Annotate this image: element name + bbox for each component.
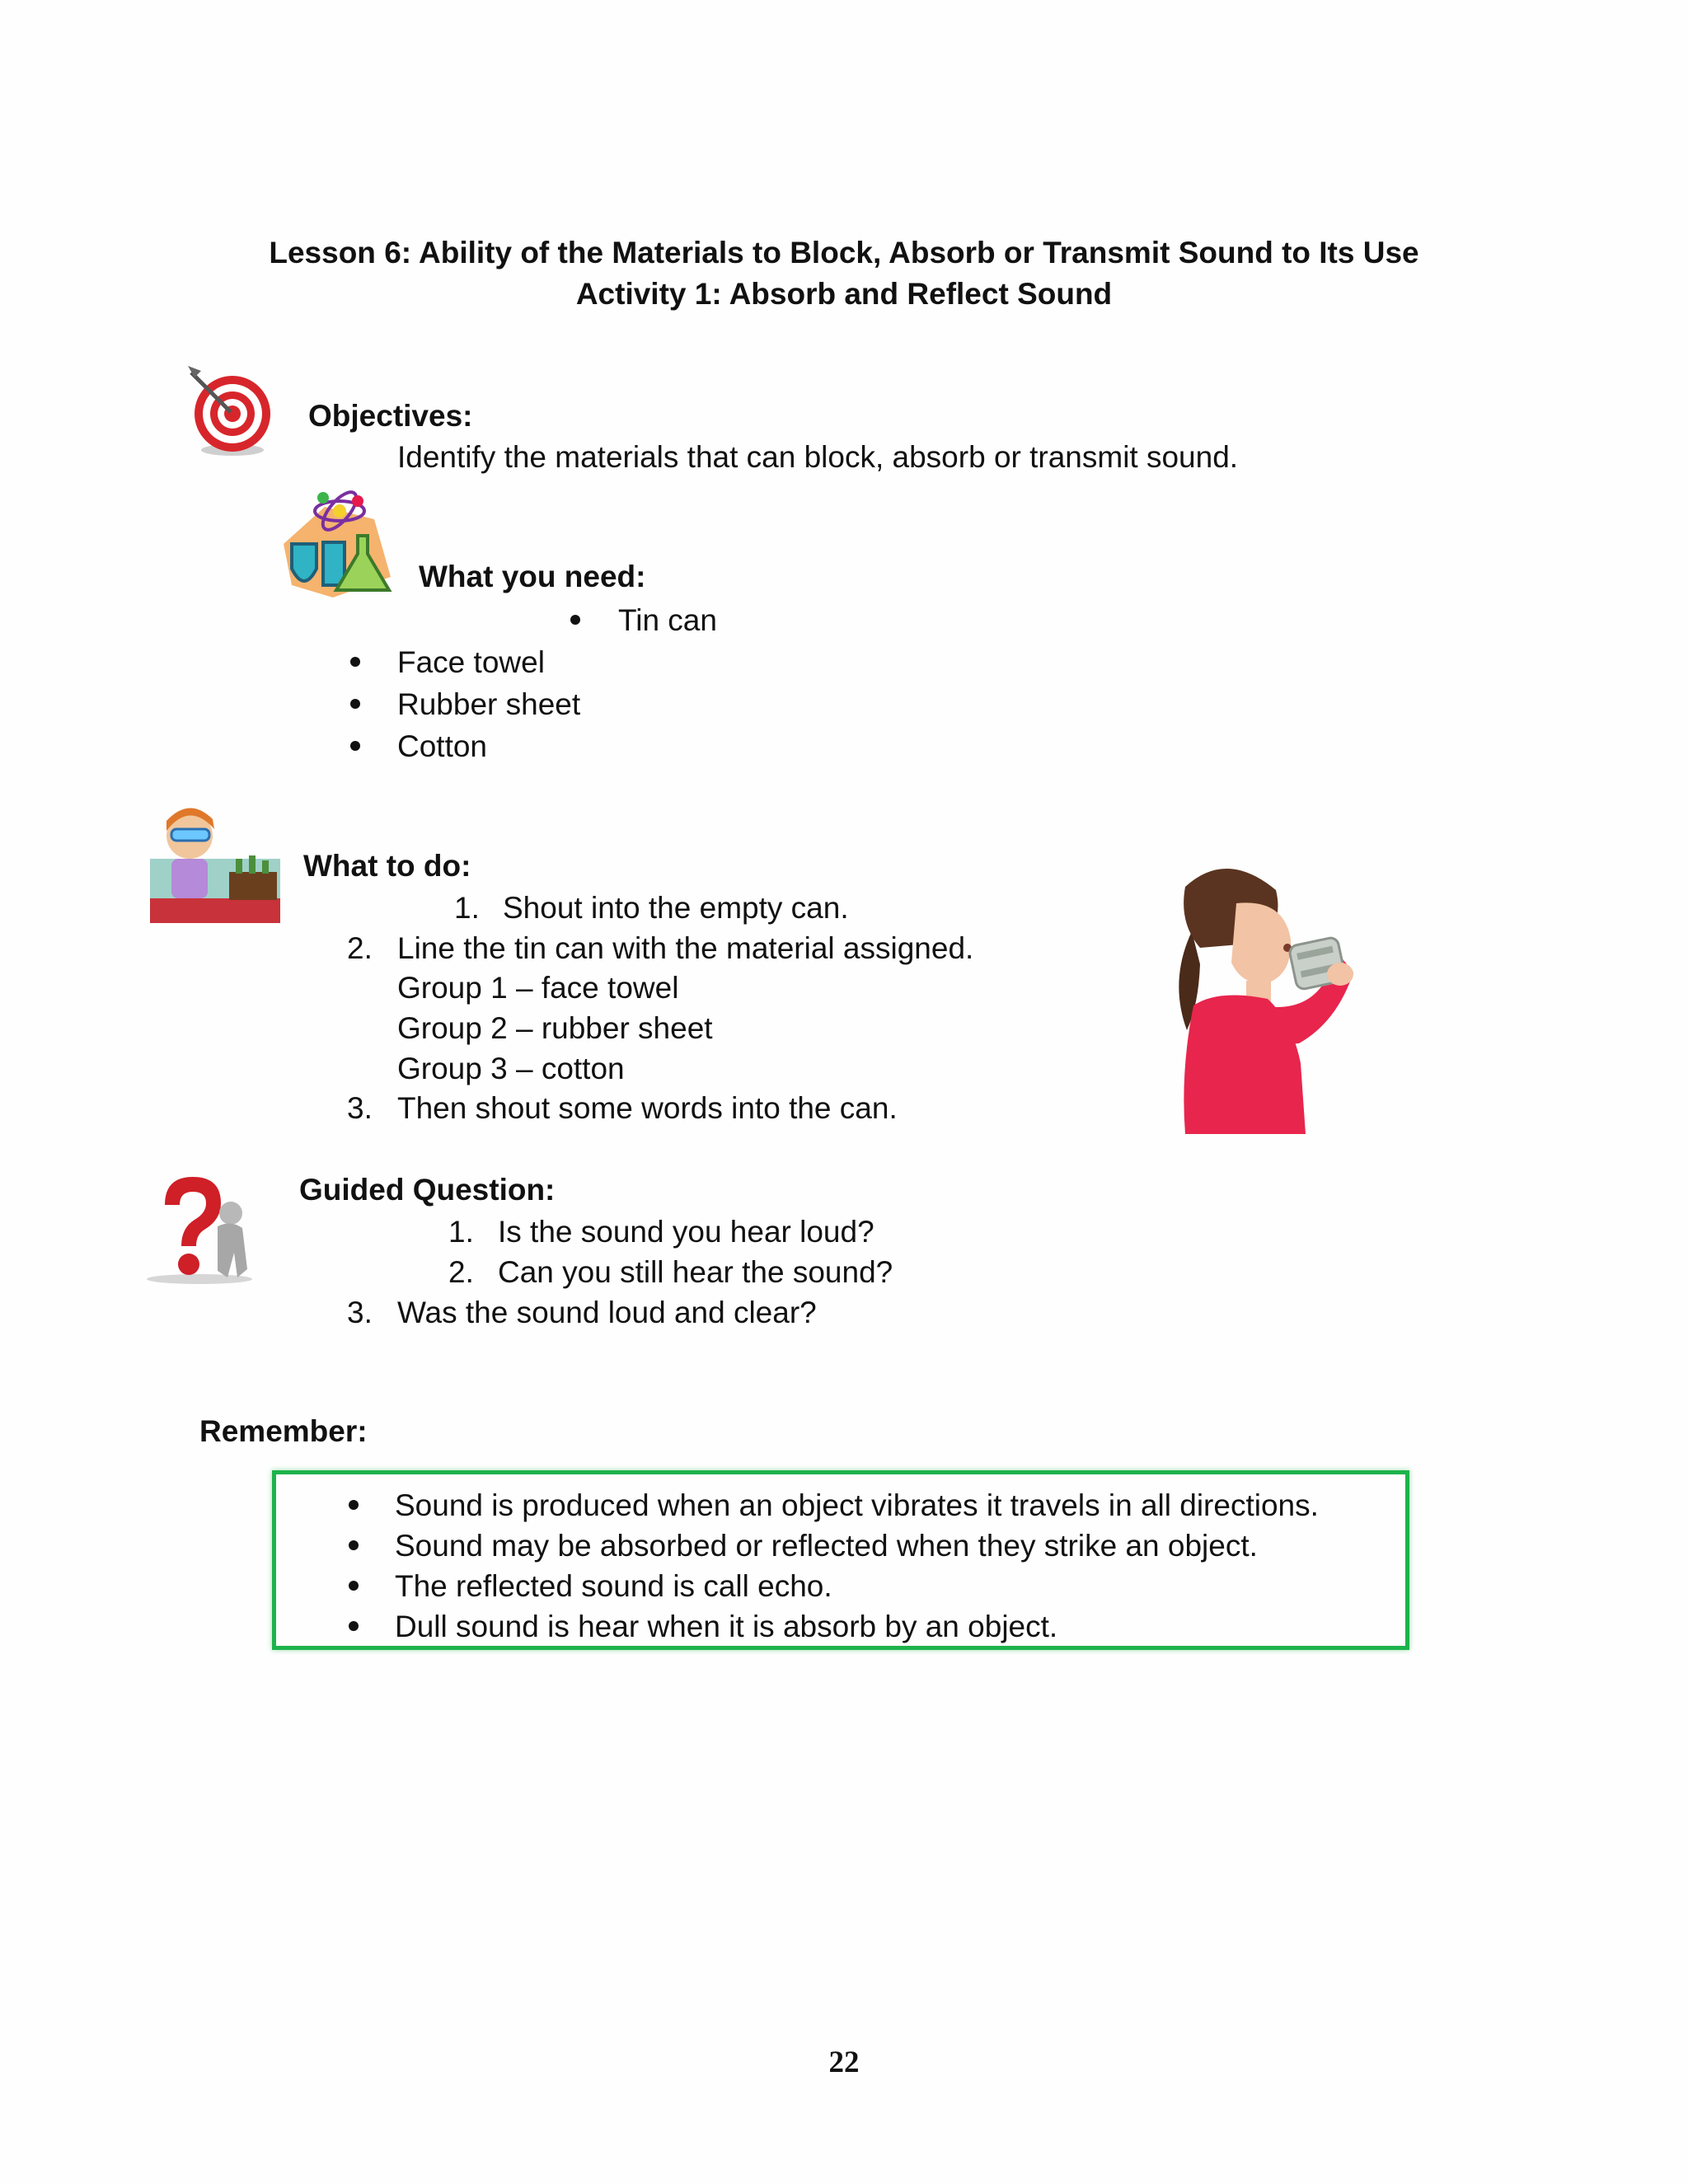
bullet-dot <box>349 1621 359 1631</box>
science-lab-icon <box>275 486 399 602</box>
group-assignment: Group 2 – rubber sheet <box>397 1011 713 1045</box>
bullet-dot <box>349 1581 359 1591</box>
remember-item: The reflected sound is call echo. <box>395 1569 832 1603</box>
material-item: Tin can <box>618 603 717 637</box>
bullet-dot <box>350 741 360 751</box>
material-item: Cotton <box>397 729 488 763</box>
materials-heading: What you need: <box>419 560 646 593</box>
material-item: Face towel <box>397 645 545 679</box>
girl-shouting-into-can-image <box>1160 857 1368 1134</box>
bullet-dot <box>570 615 580 625</box>
guided-question-heading: Guided Question: <box>299 1173 556 1207</box>
question-text: Can you still hear the sound? <box>498 1255 893 1289</box>
procedure-heading: What to do: <box>303 849 471 883</box>
objectives-heading: Objectives: <box>308 399 473 433</box>
bullet-dot <box>349 1540 359 1550</box>
step-number: 3. <box>347 1091 373 1125</box>
remember-item: Dull sound is hear when it is absorb by an object. <box>395 1610 1058 1643</box>
lesson-title: Lesson 6: Ability of the Materials to Block, Absorb or Transmit Sound to Its Use <box>269 236 1419 269</box>
page-number: 22 <box>828 2046 860 2079</box>
question-mark-icon <box>142 1170 264 1286</box>
remember-item: Sound is produced when an object vibrates it travels in all directions. <box>395 1488 1319 1522</box>
remember-item: Sound may be absorbed or reflected when they strike an object. <box>395 1529 1258 1563</box>
question-number: 1. <box>448 1215 474 1249</box>
objectives-text: Identify the materials that can block, absorb or transmit sound. <box>397 440 1239 474</box>
step-text: Shout into the empty can. <box>503 891 849 925</box>
step-text: Then shout some words into the can. <box>397 1091 898 1125</box>
group-assignment: Group 3 – cotton <box>397 1052 625 1085</box>
experiment-kid-icon <box>150 801 280 923</box>
activity-title: Activity 1: Absorb and Reflect Sound <box>575 277 1113 311</box>
bullet-dot <box>350 699 360 709</box>
material-item: Rubber sheet <box>397 687 581 721</box>
remember-heading: Remember: <box>199 1414 368 1448</box>
step-number: 2. <box>347 931 373 965</box>
title-block <box>0 232 1688 315</box>
bullet-dot <box>349 1500 359 1510</box>
target-icon <box>180 361 279 460</box>
question-text: Is the sound you hear loud? <box>498 1215 874 1249</box>
question-number: 3. <box>347 1296 373 1329</box>
bullet-dot <box>350 657 360 667</box>
question-text: Was the sound loud and clear? <box>397 1296 817 1329</box>
step-number: 1. <box>454 891 480 925</box>
group-assignment: Group 1 – face towel <box>397 971 679 1005</box>
question-number: 2. <box>448 1255 474 1289</box>
step-text: Line the tin can with the material assigned. <box>397 931 974 965</box>
